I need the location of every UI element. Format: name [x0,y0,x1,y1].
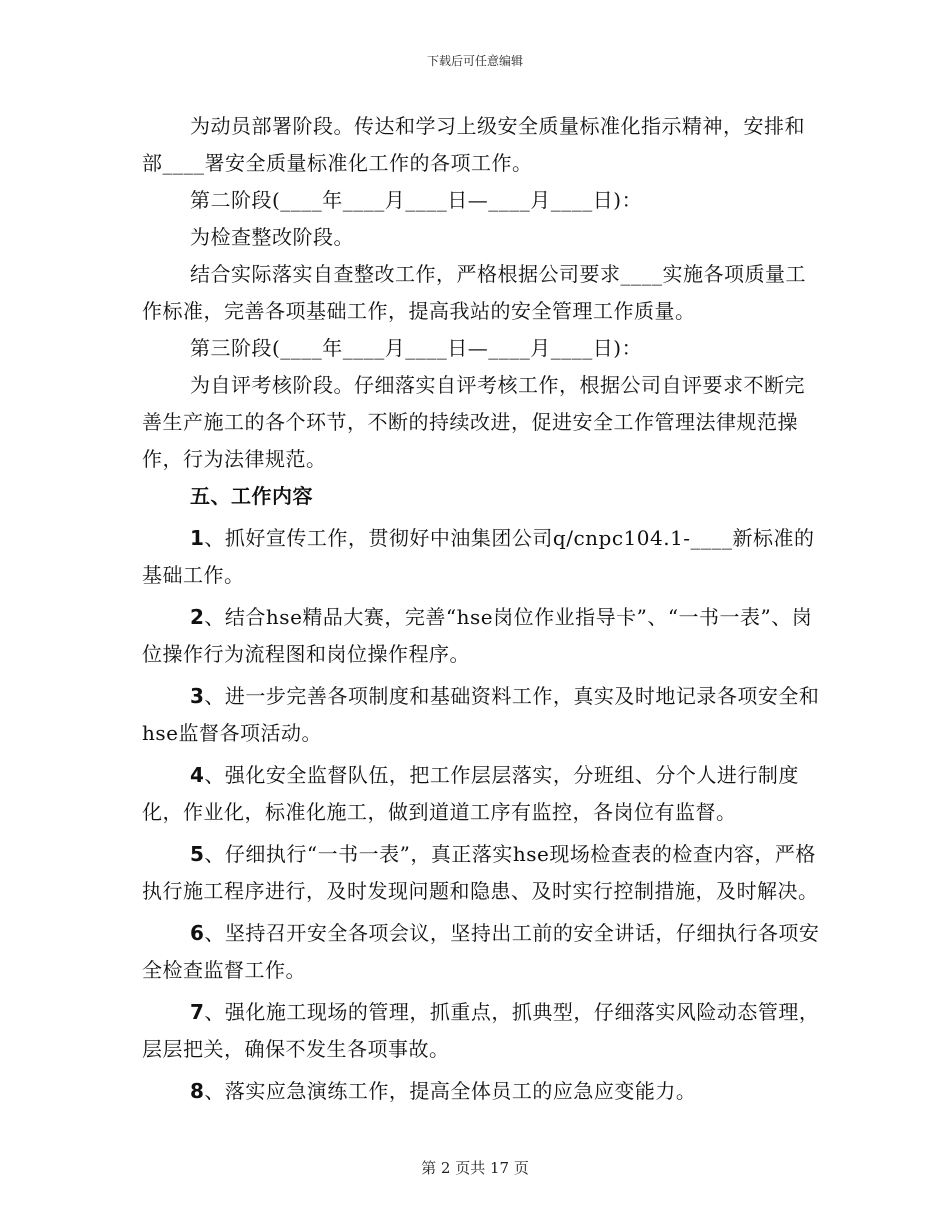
paragraph-stage2-title: 第二阶段(____年____月____日—____月____日)： [190,188,643,212]
item-number: 7 [190,1000,205,1024]
paragraph-stage3-title: 第三阶段(____年____月____日—____月____日)： [190,336,643,360]
item-text: 、进一步完善各项制度和基础资料工作，真实及时地记录各项安全和hse监督各项活动。 [142,684,820,745]
page-footer: 第 2 页共 17 页 [421,1159,529,1177]
list-item [142,1073,822,1110]
list-item [142,678,822,752]
item-number: 4 [190,763,205,787]
item-text: 、强化安全监督队伍，把工作层层落实，分班组、分个人进行制度化，作业化，标准化施工，做到道道工序有监控，各岗位有监督。 [142,763,799,824]
paragraph-stage1-desc: 为动员部署阶段。传达和学习上级安全质量标准化指示精神，安排和部____署安全质量标准化工作的各项工作。 [142,114,805,175]
item-number: 1 [190,526,205,550]
list-item [142,520,822,594]
item-text: 、仔细执行“一书一表”，真正落实hse现场检查表的检查内容，严格执行施工程序进行，及时发现问题和隐患、及时实行控制措施，及时解决。 [142,842,819,903]
item-text: 、落实应急演练工作，提高全体员工的应急应变能力。 [204,1079,697,1103]
item-number: 8 [190,1079,205,1103]
list-item [142,836,822,910]
item-text: 、抓好宣传工作，贯彻好中油集团公司q/cnpc104.1-____新标准的基础工作。 [142,526,815,587]
item-text: 、结合hse精品大赛，完善“hse岗位作业指导卡”、“一书一表”、岗位操作行为流程图和岗位操作程序。 [142,605,813,666]
paragraph-stage2-desc: 为检查整改阶段。 [190,225,354,249]
section-heading: 五、工作内容 [190,484,313,508]
list-item [142,757,822,831]
item-number: 6 [190,921,205,945]
item-number: 2 [190,605,205,629]
item-text: 、坚持召开安全各项会议，坚持出工前的安全讲话，仔细执行各项安全检查监督工作。 [142,921,820,982]
list-item [142,599,822,673]
page-header: 下载后可任意编辑 [426,54,523,68]
item-text: 、强化施工现场的管理，抓重点，抓典型，仔细落实风险动态管理，层层把关，确保不发生各项事故。 [142,1000,820,1061]
list-item [142,994,822,1068]
document-body [142,108,822,1110]
item-number: 5 [190,842,205,866]
paragraph-stage2-detail: 结合实际落实自查整改工作，严格根据公司要求____实施各项质量工作标准，完善各项基础工作，提高我站的安全管理工作质量。 [142,262,806,323]
list-item [142,915,822,989]
paragraph-stage3-desc: 为自评考核阶段。仔细落实自评考核工作，根据公司自评要求不断完善生产施工的各个环节，不断的持续改进，促进安全工作管理法律规范操作，行为法律规范。 [142,373,805,471]
item-number: 3 [190,684,205,708]
